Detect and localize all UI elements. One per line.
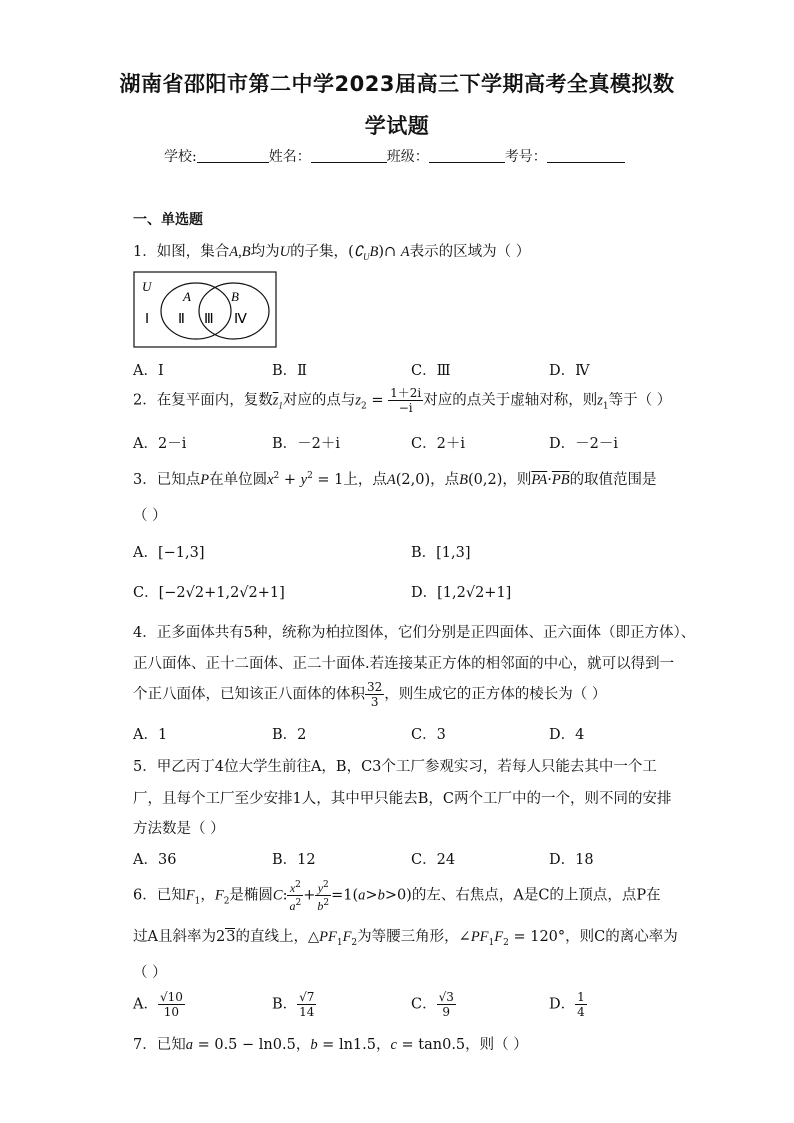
name-label: 姓名： <box>268 149 311 165</box>
q1-stem: 1．如图，集合A,B均为U的子集，$(∁_UB)\cap$ A表示的区域为（ ） <box>133 244 531 262</box>
q7-stem: 7．已知a = 0.5 − ln0.5，b = ln1.5，c = tan0.5，则（ ） <box>133 1037 528 1053</box>
venn-region-4: Ⅳ <box>234 312 247 327</box>
q1-option-a[interactable]: A．Ⅰ <box>133 363 164 379</box>
q3-stem: 3．已知点P在单位圆$x^2 + y^2 = 1$上，点A(2,0)，点B(0,2)，则$\overline{PA}\cdot\overline{PB}$的取值范围是 <box>133 471 657 488</box>
q5-line3: 方法数是（ ） <box>133 821 225 837</box>
venn-diagram <box>133 271 278 349</box>
number-label: 考号： <box>504 149 547 165</box>
section-heading: 一、单选题 <box>133 212 203 228</box>
student-info-row <box>164 146 625 166</box>
q3-option-b[interactable]: B．[1,3] <box>411 545 471 561</box>
q4-option-a[interactable]: A．1 <box>133 727 168 743</box>
q2-option-a[interactable]: A．2－i <box>133 436 187 452</box>
q5-option-d[interactable]: D．18 <box>549 852 594 868</box>
venn-label-b: B <box>231 289 239 304</box>
exam-title-line2: 学试题 <box>364 114 430 138</box>
q5-line1: 5．甲乙丙丁4位大学生前往A，B，C3个工厂参观实习，若每人只能去其中一个工 <box>133 759 657 775</box>
q4-option-c[interactable]: C．3 <box>411 727 446 743</box>
q5-option-a[interactable]: A．36 <box>133 852 177 868</box>
name-blank[interactable] <box>311 148 387 163</box>
q5-option-c[interactable]: C．24 <box>411 852 456 868</box>
number-blank[interactable] <box>547 148 625 163</box>
q2-option-d[interactable]: D．－2－i <box>549 436 618 452</box>
q3-option-c[interactable]: C．[−2√2+1,2√2+1] <box>133 585 285 601</box>
q1-option-c[interactable]: C．Ⅲ <box>411 363 451 379</box>
q6-option-a[interactable]: A． $\frac{√10}{10}$ <box>133 990 183 1019</box>
q2-fraction: $\frac{1+2i}{-i}$ <box>390 386 422 415</box>
q4-line1: 4．正多面体共有5种，统称为柏拉图体，它们分别是正四面体、正六面体（即正方体）、 <box>133 625 696 641</box>
q6-option-c[interactable]: C． $\frac{√3}{9}$ <box>411 990 454 1019</box>
q3-option-a[interactable]: A．[−1,3] <box>133 545 205 561</box>
q4-line2: 正八面体、正十二面体、正二十面体.若连接某正方体的相邻面的中心，就可以得到一 <box>133 656 675 672</box>
venn-region-3: Ⅲ <box>204 312 214 327</box>
q6-line2: 过A且斜率为23的直线上，$\triangle PF_1F_2$为等腰三角形，$\angle PF_1F_2 = 120^\circ$，则C的离心率为 <box>133 929 678 948</box>
q6-option-b[interactable]: B． $\frac{√7}{14}$ <box>272 990 315 1019</box>
q1-option-d[interactable]: D．Ⅳ <box>549 363 590 379</box>
q4-line3: 个正八面体，已知该正八面体的体积 $\frac{32}{3}$ ，则生成它的正方体的棱长为（ ） <box>133 680 607 709</box>
q6-paren: （ ） <box>133 965 167 981</box>
q5-line2: 厂，且每个工厂至少安排1人，其中甲只能去B，C两个工厂中的一个，则不同的安排 <box>133 791 672 807</box>
venn-region-1: Ⅰ <box>145 312 150 327</box>
q1-option-b[interactable]: B．Ⅱ <box>272 363 308 379</box>
school-blank[interactable] <box>197 148 269 163</box>
q6-line1: 6．已知$F_1$，$F_2$是椭圆C: $\frac{x^2}{a^2}$ + $\frac{y^2}{b^2}$ =1(a>b>0)的左、右焦点，A是C的上顶点，点P在 <box>133 880 661 913</box>
exam-title-line1: 湖南省邵阳市第二中学2023届高三下学期高考全真模拟数 <box>119 72 675 96</box>
venn-label-a: A <box>183 289 191 304</box>
class-blank[interactable] <box>429 148 505 163</box>
q2-option-b[interactable]: B．－2＋i <box>272 436 341 452</box>
school-label: 学校: <box>164 149 197 165</box>
q6-option-d[interactable]: D． $\frac{1}{4}$ <box>549 990 585 1019</box>
venn-label-u: U <box>142 279 152 294</box>
q4-fraction: $\frac{32}{3}$ <box>367 680 383 709</box>
q3-option-d[interactable]: D．[1,2√2+1] <box>411 585 512 601</box>
q5-option-b[interactable]: B．12 <box>272 852 316 868</box>
q4-option-b[interactable]: B．2 <box>272 727 307 743</box>
q3-paren: （ ） <box>133 508 167 524</box>
class-label: 班级： <box>386 149 429 165</box>
q2-stem: 2．在复平面内，复数$\overline{z}_1$对应的点与$z_2$ = $\frac{1+2i}{-i}$ 对应的点关于虚轴对称，则$z_1$等于（ ） <box>133 386 672 415</box>
q4-option-d[interactable]: D．4 <box>549 727 585 743</box>
venn-region-2: Ⅱ <box>178 312 185 327</box>
q2-option-c[interactable]: C．2＋i <box>411 436 465 452</box>
